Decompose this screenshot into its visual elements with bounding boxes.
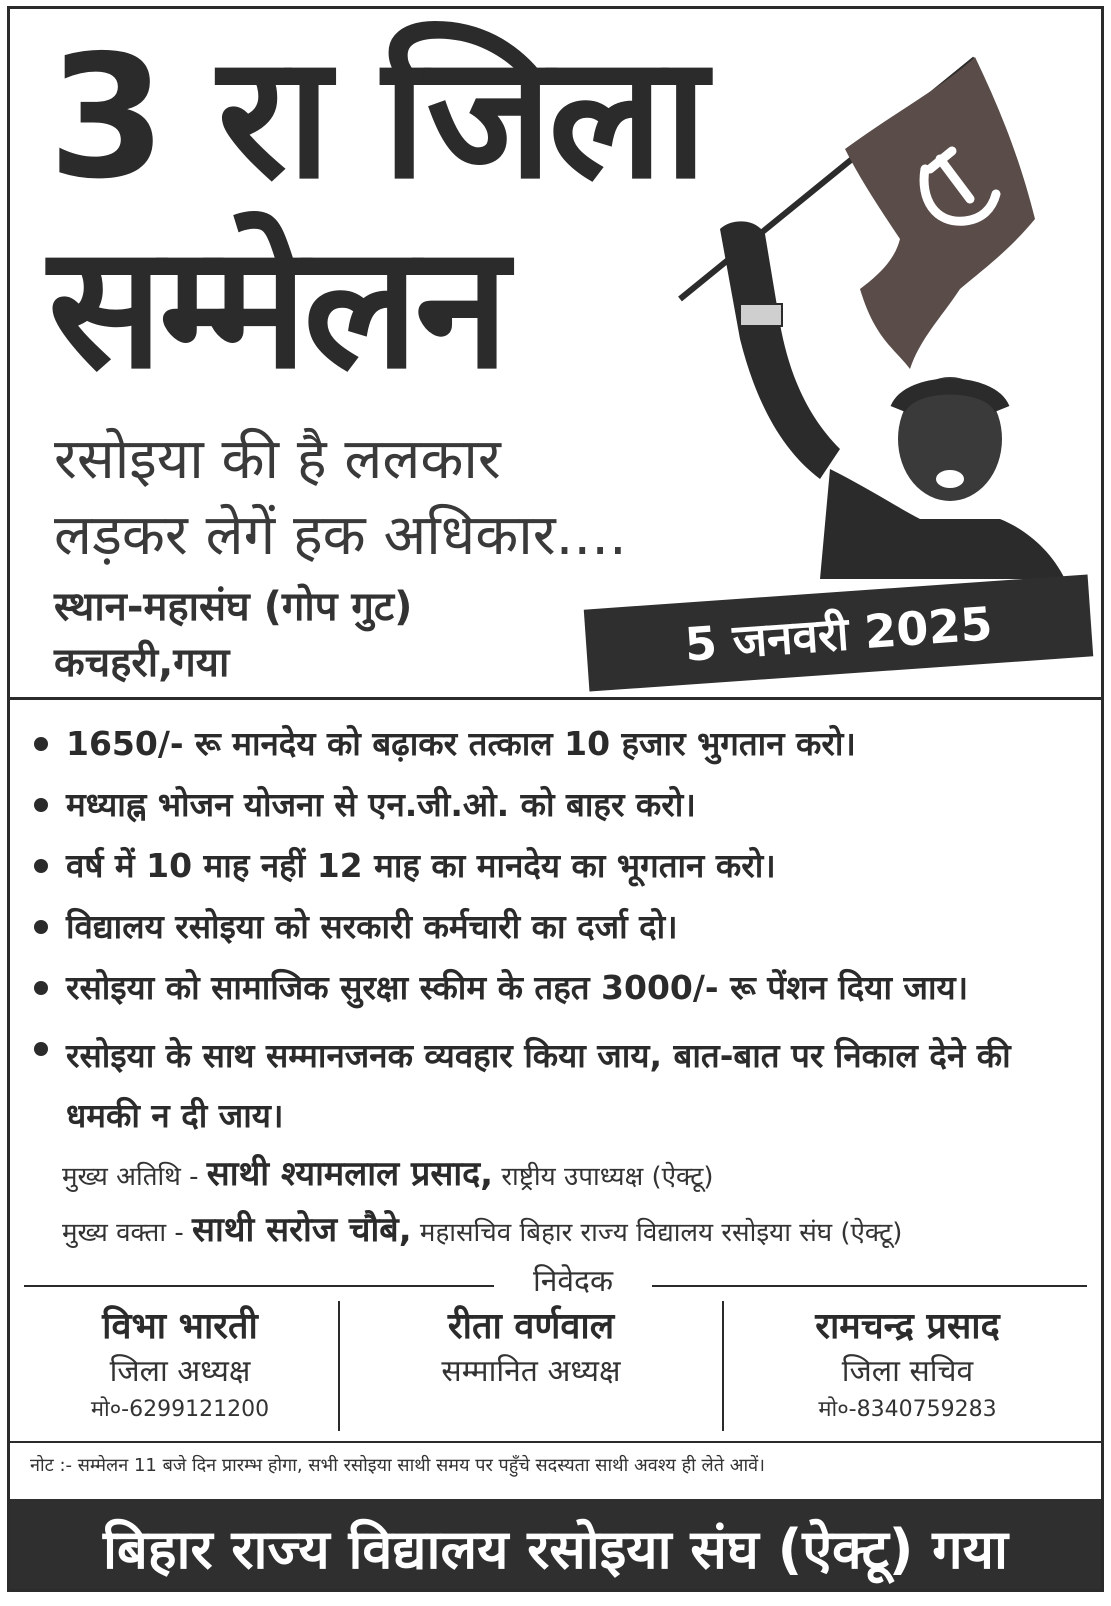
demand-item: रसोइया को सामाजिक सुरक्षा स्कीम के तहत 3000/- रू पेंशन दिया जाय। (28, 965, 1088, 1026)
column-divider (338, 1301, 340, 1431)
demand-item: मध्याह्न भोजन योजना से एन.जी.ओ. को बाहर करो। (28, 782, 1088, 843)
title-line-2: सम्मेलन (48, 209, 506, 407)
organizer-phone: मो०-6299121200 (90, 1397, 270, 1422)
speaker-title: महासचिव बिहार राज्य विद्यालय रसोइया संघ (ऐक्टू) (419, 1218, 903, 1248)
organizer-role: जिला सचिव (841, 1354, 974, 1389)
slogan-line-2: लड़कर लेगें हक अधिकार.... (54, 503, 627, 568)
divider-right (652, 1285, 1087, 1287)
bullet-icon (34, 1042, 48, 1056)
speaker-label: मुख्य वक्ता - (62, 1218, 184, 1248)
note-text: नोट :- सम्मेलन 11 बजे दिन प्रारम्भ होगा, सभी रसोइया साथी समय पर पहुँचे सदस्यता साथी अवश्य ही लेते आवें। (30, 1455, 765, 1476)
bullet-icon (34, 737, 48, 751)
mouth (936, 470, 964, 488)
organizer-role: सम्मानित अध्यक्ष (441, 1354, 621, 1389)
note-divider (10, 1441, 1101, 1443)
organizer-name: रामचन्द्र प्रसाद (815, 1306, 1000, 1347)
organizer-role: जिला अध्यक्ष (109, 1354, 251, 1389)
woman-with-flag-illustration (670, 49, 1090, 579)
bangles (740, 304, 782, 326)
chief-guest-name: साथी श्यामलाल प्रसाद, (206, 1154, 494, 1194)
venue-line-2: कचहरी,गया (54, 640, 230, 686)
divider-left (24, 1285, 494, 1287)
bullet-icon (34, 920, 48, 934)
header-section (10, 9, 1101, 699)
organizer-name: रीता वर्णवाल (447, 1306, 615, 1347)
demand-item: रसोइया के साथ सम्मानजनक व्यवहार किया जाय, बात-बात पर निकाल देने की धमकी न दी जाय। (28, 1026, 1088, 1136)
bullet-icon (34, 859, 48, 873)
date-banner: 5 जनवरी 2025 (584, 574, 1093, 691)
organizer-1 (30, 1306, 330, 1422)
venue-line-1: स्थान-महासंघ (गोप गुट) (54, 584, 413, 630)
bullet-icon (34, 981, 48, 995)
poster (7, 6, 1104, 1592)
demand-item: 1650/- रू मानदेय को बढ़ाकर तत्काल 10 हजार भुगतान करो। (28, 721, 1088, 782)
nivedak-heading (24, 1264, 1087, 1303)
organizer-3 (730, 1306, 1085, 1422)
organizer-2 (348, 1306, 714, 1389)
nivedak-label: निवेदक (532, 1264, 614, 1299)
speaker-name: साथी सरोज चौबे, (191, 1210, 412, 1250)
demand-item: वर्ष में 10 माह नहीं 12 माह का मानदेय का भूगतान करो। (28, 843, 1088, 904)
main-speaker (62, 1210, 903, 1250)
demands-list (28, 721, 1088, 1136)
demand-item: विद्यालय रसोइया को सरकारी कर्मचारी का दर्जा दो। (28, 904, 1088, 965)
raised-arm (720, 221, 840, 479)
chief-guest (62, 1154, 714, 1194)
organizer-name: विभा भारती (102, 1306, 258, 1347)
slogan-line-1: रसोइया की है ललकार (54, 427, 501, 492)
header-divider (10, 697, 1101, 700)
title-line-1: 3 रा जिला (48, 19, 704, 217)
chief-guest-title: राष्ट्रीय उपाध्यक्ष (ऐक्टू) (501, 1162, 714, 1192)
column-divider (722, 1301, 724, 1431)
chief-guest-label: मुख्य अतिथि - (62, 1162, 199, 1192)
footer-banner: बिहार राज्य विद्यालय रसोइया संघ (ऐक्टू) गया (10, 1499, 1101, 1592)
organizer-phone: मो०-8340759283 (818, 1397, 997, 1422)
bullet-icon (34, 798, 48, 812)
